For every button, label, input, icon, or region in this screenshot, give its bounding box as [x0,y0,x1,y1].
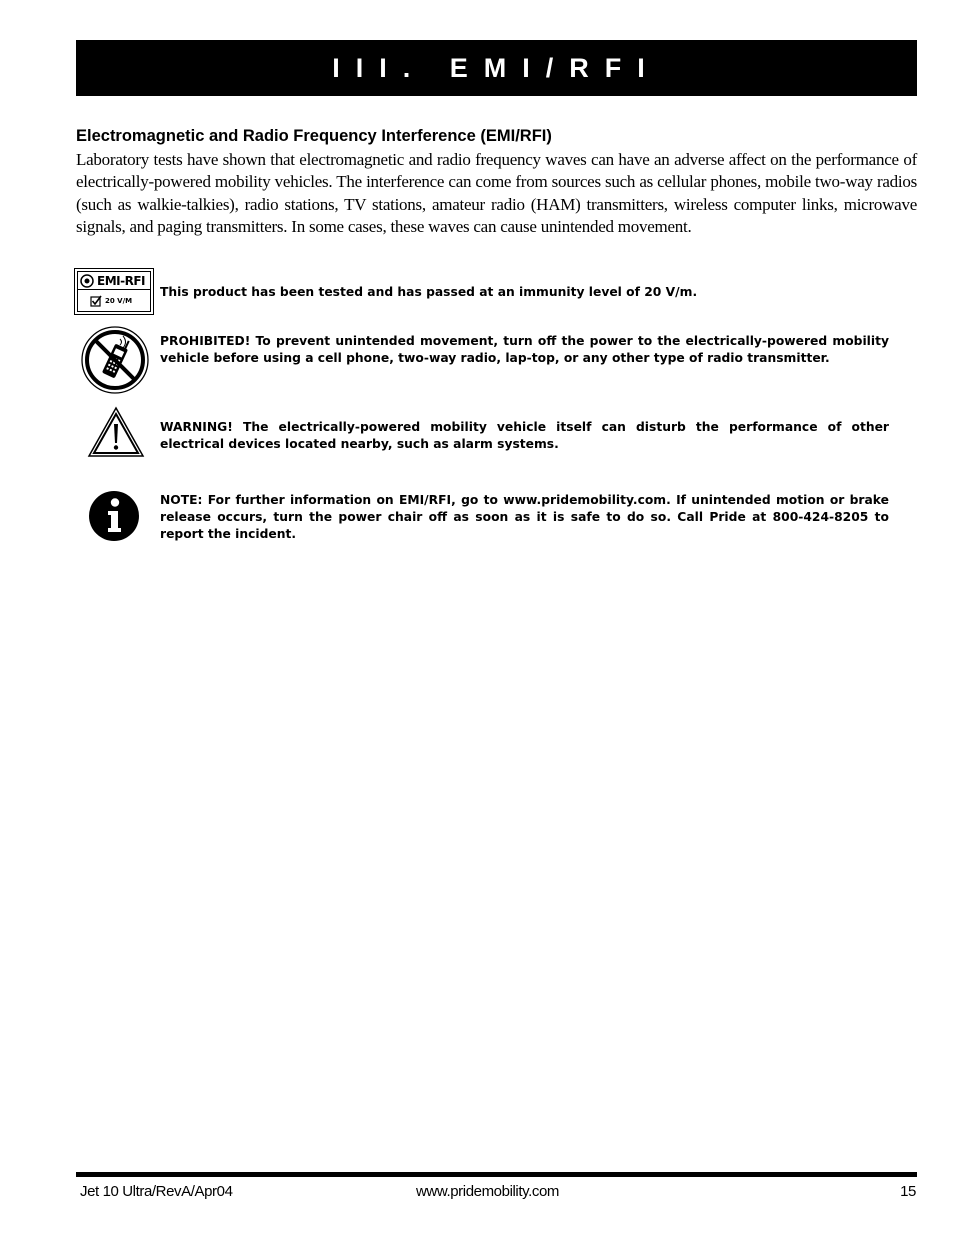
warning-text: WARNING! The electrically-powered mobility vehicle itself can disturb the performance of other electrical devices located nearby, such as alarm systems. [160,420,889,451]
note-text: NOTE: For further information on EMI/RFI, go to www.pridemobility.com. If unintended motion or brake release occurs, turn the power chair off as soon as it is safe to do so. Call Pride at 800-424-8205 to report the incident. [160,493,889,541]
no-cell-phone-icon [80,325,150,400]
section-title-banner [76,40,917,96]
emi-badge-level: 20 V/M [105,297,133,305]
warning-notice [74,405,917,457]
footer-page-number: 15 [900,1183,916,1200]
logo-circle-icon [80,274,94,288]
prohibited-notice [74,325,917,395]
intro-paragraph: Laboratory tests have shown that electromagnetic and radio frequency waves can have an adverse affect on the performance of electrically-powered mobility vehicles. The interference can come from sources such as cellular phones, mobile two-way radios (such as walkie-talkies), radio stations, TV stations, amateur radio (HAM) transmitters, wireless computer links, microwave signals, and paging transmitters. In some cases, these waves can cause unintended movement. [76,150,917,236]
prohibited-text: PROHIBITED! To prevent unintended movement, turn off the power to the electrically-powered mobility vehicle before using a cell phone, two-way radio, lap-top, or any other type of radio transmitter. [160,334,889,365]
footer-website: www.pridemobility.com [416,1183,560,1200]
section-heading: Electromagnetic and Radio Frequency Interference (EMI/RFI) [76,127,552,145]
footer-document-id: Jet 10 Ultra/RevA/Apr04 [80,1183,233,1200]
emi-badge-title: EMI-RFI [97,273,145,288]
note-notice [74,490,917,544]
footer-rule [76,1172,917,1177]
emi-rating-text: This product has been tested and has passed at an immunity level of 20 V/m. [160,285,698,299]
info-icon [88,490,140,547]
section-title: III. EMI/RFI [332,52,661,83]
emi-rating-notice [74,268,917,316]
warning-triangle-icon [87,406,145,463]
emi-rfi-badge-icon [74,268,154,315]
checkbox-checked-icon [90,295,102,307]
